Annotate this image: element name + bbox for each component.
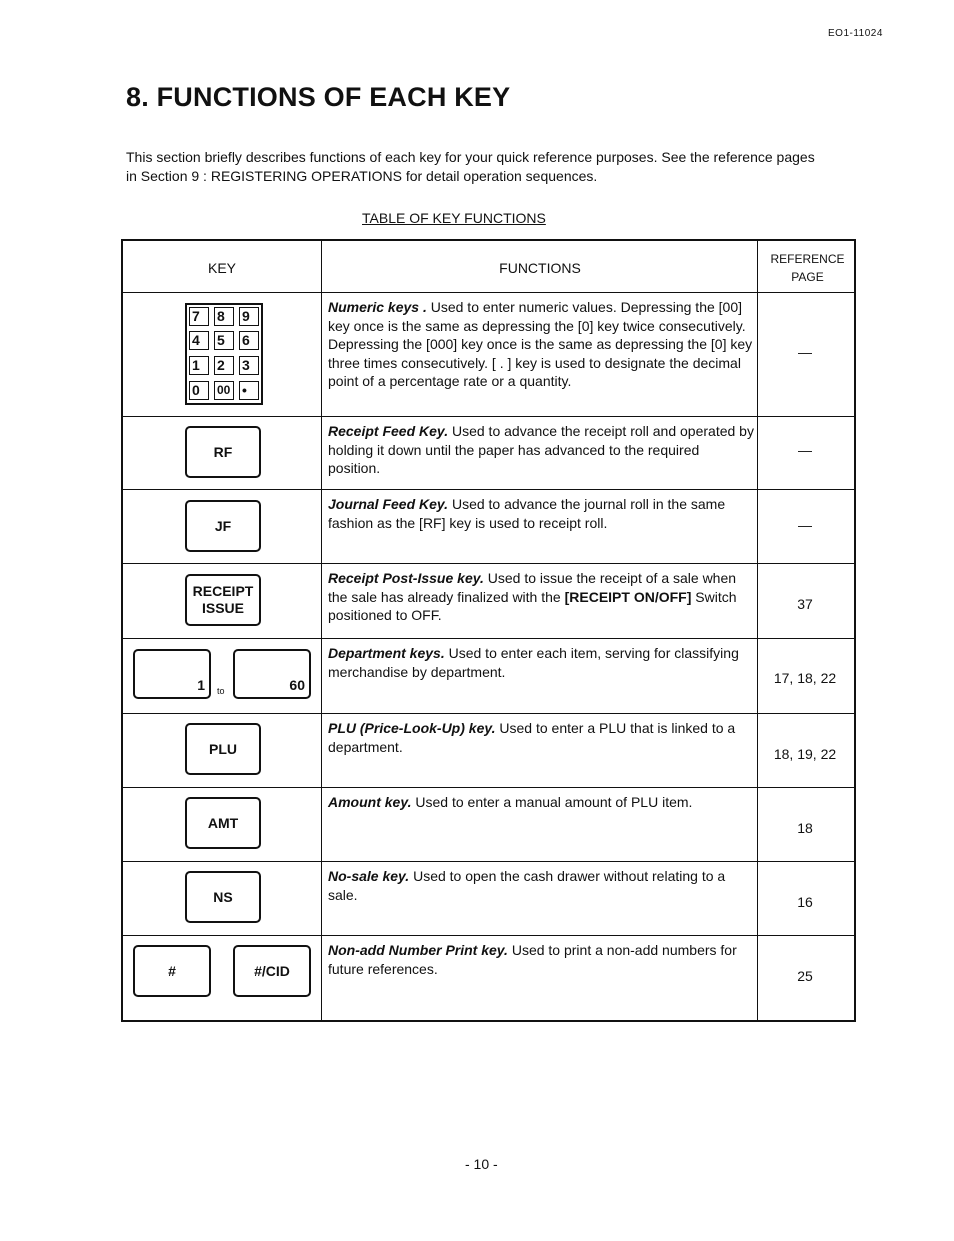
table-row [123, 489, 854, 563]
reference-page: 18, 19, 22 [773, 746, 837, 762]
column-header-reference-line2: PAGE [791, 270, 824, 284]
function-description [328, 495, 754, 532]
table-row [123, 638, 854, 713]
receipt-issue-key-icon [185, 574, 261, 626]
key-description: Used to issue the receipt of a sale when the sale has already finalized with the [328, 570, 737, 605]
reference-page: 16 [797, 894, 813, 910]
document-id: EO1-11024 [828, 28, 883, 39]
key-name: Amount key. [328, 794, 412, 810]
rf-key-icon: RF [185, 426, 261, 478]
key-name: Receipt Post-Issue key. [328, 570, 484, 586]
key-description-bold: [RECEIPT ON/OFF] [564, 588, 692, 605]
function-description [328, 793, 754, 812]
numpad-key: 1 [189, 356, 209, 375]
reference-page: 17, 18, 22 [773, 670, 837, 686]
column-header-reference-line1: REFERENCE [770, 252, 845, 266]
numeric-keypad-icon [185, 303, 263, 405]
table-row [123, 861, 854, 935]
key-description: Switch positioned to OFF. [328, 588, 737, 623]
amt-key-icon: AMT [185, 797, 261, 849]
reference-page: — [798, 442, 812, 458]
key-description: Used to advance the journal roll in the same fashion as the [RF] key is used to receipt roll. [328, 496, 726, 531]
table-row [123, 292, 854, 416]
reference-page: — [798, 517, 812, 533]
intro-paragraph: This section briefly describes functions of each key for your quick reference purposes. See the reference pages in Section 9 : REGISTERING OPERATIONS for detail operation sequences. [126, 149, 815, 184]
key-label: 1 [197, 677, 205, 693]
page-number: - 10 - [465, 1156, 498, 1172]
numpad-key: 3 [239, 356, 259, 375]
key-name: Department keys. [328, 645, 445, 661]
column-header-key: KEY [207, 260, 236, 276]
function-description [328, 422, 754, 478]
ns-key-icon: NS [185, 871, 261, 923]
numpad-key: 6 [239, 331, 259, 350]
numpad-key: • [239, 381, 259, 400]
function-description [328, 644, 754, 681]
key-name: No-sale key. [328, 868, 410, 884]
table-row [123, 935, 854, 1022]
key-name: Non-add Number Print key. [328, 942, 508, 958]
function-description [328, 719, 754, 756]
numpad-key: 4 [189, 331, 209, 350]
key-name: PLU (Price-Look-Up) key. [328, 720, 496, 736]
key-description: Used to enter a PLU that is linked to a department. [328, 720, 736, 755]
reference-page: — [798, 344, 812, 360]
key-name: Numeric keys . [328, 299, 427, 315]
key-description: Used to advance the receipt roll and operated by holding it down until the paper has advanced to the required position. [328, 423, 754, 476]
table-row [123, 416, 854, 489]
department-key-1-icon [133, 649, 211, 699]
key-label-line: ISSUE [201, 600, 244, 616]
key-description: Used to enter each item, serving for classifying merchandise by department. [328, 645, 739, 680]
plu-key-icon: PLU [185, 723, 261, 775]
numpad-key: 8 [214, 307, 234, 326]
table-row [123, 787, 854, 861]
numpad-key: 2 [214, 356, 234, 375]
department-key-60-icon [233, 649, 311, 699]
range-to-label: to [217, 686, 225, 696]
numpad-key: 0 [189, 381, 209, 400]
table-row [123, 713, 854, 787]
numpad-key: 00 [214, 381, 234, 400]
function-description [328, 941, 754, 978]
numpad-key: 9 [239, 307, 259, 326]
page-title: 8. FUNCTIONS OF EACH KEY [126, 82, 511, 112]
reference-page: 37 [797, 596, 813, 612]
key-description: Used to open the cash drawer without relating to a sale. [328, 868, 726, 903]
numpad-key: 5 [214, 331, 234, 350]
key-label-line: RECEIPT [192, 583, 254, 599]
reference-page: 18 [797, 820, 813, 836]
table-row [123, 563, 854, 638]
cid-key-icon: #/CID [233, 945, 311, 997]
column-header-functions: FUNCTIONS [499, 260, 581, 276]
key-functions-table [121, 239, 856, 1022]
key-name: Journal Feed Key. [328, 496, 449, 512]
function-description [328, 867, 754, 904]
numpad-key: 7 [189, 307, 209, 326]
table-caption: TABLE OF KEY FUNCTIONS [362, 210, 546, 226]
column-header-reference [759, 250, 856, 286]
function-description [328, 298, 754, 391]
jf-key-icon: JF [185, 500, 261, 552]
key-label: 60 [289, 677, 305, 693]
reference-page: 25 [797, 968, 813, 984]
function-description [328, 569, 754, 625]
key-description: Used to enter a manual amount of PLU item. [411, 794, 693, 810]
key-description: Used to print a non-add numbers for future references. [328, 942, 737, 977]
key-description: Used to enter numeric values. Depressing the [00] key once is the same as depressing the [0] key twice consecutively. Depressing the [000] key once is the same as depressing the [0] key three times consecutively. [ . ] key is used to designate the decimal point of a percentage rate or a quantity. [328, 299, 753, 389]
key-name: Receipt Feed Key. [328, 423, 449, 439]
non-add-key-icon: # [133, 945, 211, 997]
